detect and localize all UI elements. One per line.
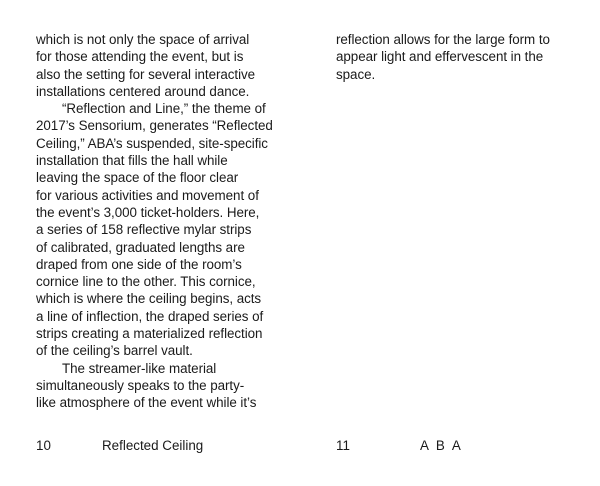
running-title: A B A [420, 438, 463, 453]
text-line: 2017’s Sensorium, generates “Reflected [36, 118, 273, 134]
text-line: a line of inflection, the draped series of [36, 308, 264, 324]
text-line: for those attending the event, but is [36, 49, 244, 65]
text-line: like atmosphere of the event while it’s [36, 395, 257, 411]
text-line: leaving the space of the floor clear [36, 170, 239, 186]
page-number: 10 [36, 438, 51, 453]
text-line: cornice line to the other. This cornice, [36, 274, 256, 290]
running-title: Reflected Ceiling [102, 438, 204, 453]
text-line: which is not only the space of arrival [36, 32, 250, 47]
text-line: Ceiling,” ABA’s suspended, site-specific [36, 135, 268, 151]
text-line: a series of 158 reflective mylar strips [36, 222, 252, 238]
paragraph-1 [336, 31, 576, 83]
text-line: “Reflection and Line,” the theme of [62, 101, 266, 117]
paragraph-1 [36, 31, 276, 100]
text-line: for various activities and movement of [36, 187, 259, 203]
text-line: space. [336, 66, 376, 82]
text-line: which is where the ceiling begins, acts [36, 291, 262, 307]
right-page [300, 0, 600, 486]
text-line: strips creating a materialized reflection [36, 326, 263, 342]
left-text-column [36, 31, 276, 412]
text-line: the event’s 3,000 ticket-holders. Here, [36, 204, 260, 220]
text-line: simultaneously speaks to the party- [36, 377, 245, 393]
text-line: installations centered around dance. [36, 83, 250, 99]
text-line: appear light and effervescent in the [336, 49, 544, 65]
text-line: The streamer-like material [62, 360, 217, 376]
text-line: also the setting for several interactive [36, 66, 256, 82]
right-text-column [336, 31, 576, 83]
text-line: installation that fills the hall while [36, 153, 228, 169]
paragraph-3 [36, 360, 276, 412]
text-line: draped from one side of the room’s [36, 256, 242, 272]
page-number: 11 [336, 438, 350, 453]
text-line: of calibrated, graduated lengths are [36, 239, 245, 255]
text-line: of the ceiling’s barrel vault. [36, 343, 193, 359]
paragraph-2 [36, 100, 276, 359]
text-line: reflection allows for the large form to [336, 32, 550, 47]
